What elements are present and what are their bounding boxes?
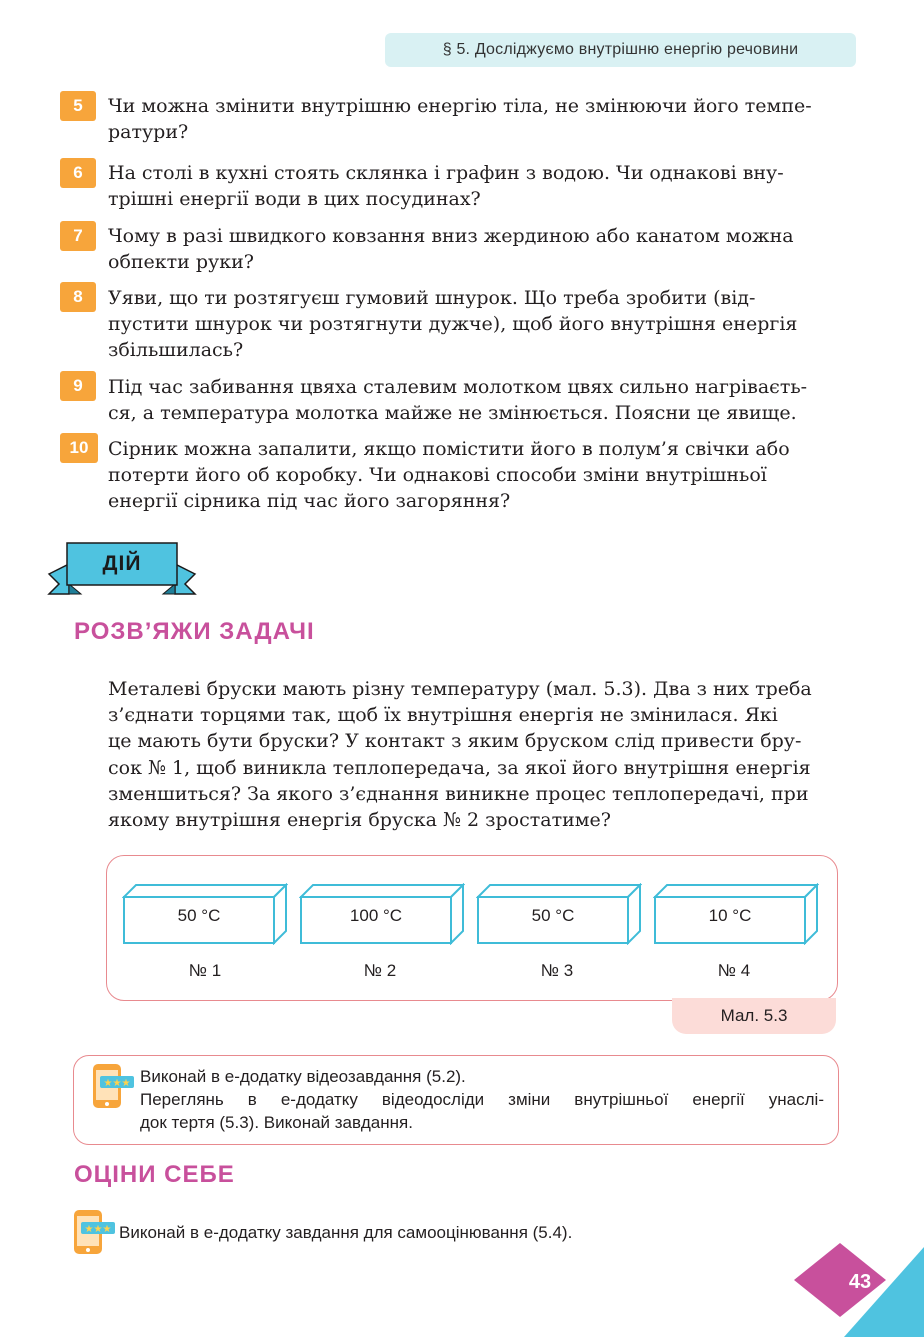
e-app-phone-icon[interactable] — [71, 1208, 117, 1256]
question-number: 8 — [60, 282, 96, 312]
e-app-task-1[interactable]: Виконай в е-додатку відеозавдання (5.2). — [140, 1067, 466, 1086]
question-text: Уяви, що ти розтягуєш гумовий шнурок. Що треба зробити (від- пустити шнурок чи розтягнути дужче), щоб його внутрішня енергія збільшилась? — [108, 287, 798, 361]
question-text: Сірник можна запалити, якщо помістити його в полум’я свічки або потерти його об коробку. Чи однакові способи зміни внутрішньої енергії сірника під час його загоряння? — [108, 438, 790, 512]
page-number: 43 — [848, 1270, 872, 1293]
section-title: РОЗВ’ЯЖИ ЗАДАЧІ — [74, 618, 315, 645]
section-header: § 5. Досліджуємо внутрішню енергію речовини — [385, 33, 856, 67]
bar-number: № 3 — [540, 961, 574, 980]
bar-number: № 4 — [717, 961, 751, 980]
bar-temperature: 50 °C — [531, 906, 575, 925]
question-text: На столі в кухні стоять склянка і графин з водою. Чи однакові вну- трішні енергії води в цих посудинах? — [108, 162, 784, 210]
bar-temperature: 100 °C — [349, 906, 403, 925]
bar-number: № 1 — [188, 961, 222, 980]
question-number: 9 — [60, 371, 96, 401]
bar-temperature: 10 °C — [708, 906, 752, 925]
svg-text:★★★: ★★★ — [84, 1224, 112, 1235]
e-app-task-2[interactable]: Переглянь в е-додатку відеодосліди зміни внутрішньої енергії унаслі- — [140, 1090, 824, 1109]
question-text: Під час забивання цвяха сталевим молотком цвях сильно нагріваєть- ся, а температура молотка майже не змінюється. Поясни це явище. — [108, 376, 808, 424]
ribbon-label: ДІЙ — [102, 552, 142, 575]
svg-text:★★★: ★★★ — [103, 1078, 131, 1089]
task-text: Металеві бруски мають різну температуру (мал. 5.3). Два з них треба з’єднати торцями так, щоб їх внутрішня енергія не змінилася. Які це мають бути бруски? У контакт з яким бруском слід привести бру- сок № 1, щоб виникла теплопередача, за якої його внутрішня енергія зменшиться? За якого з’єднання виникне процес теплопередачі, при якому внутрішня енергія бруска № 2 зростатиме? — [108, 678, 812, 832]
question-number: 7 — [60, 221, 96, 251]
e-app-task-2-cont: док тертя (5.3). Виконай завдання. — [140, 1113, 413, 1132]
figure-caption: Мал. 5.3 — [672, 998, 836, 1034]
question-number: 6 — [60, 158, 96, 188]
question-number: 10 — [60, 433, 98, 463]
section-title: ОЦІНИ СЕБЕ — [74, 1161, 235, 1188]
question-text: Чому в разі швидкого ковзання вниз жердиною або канатом можна обпекти руки? — [108, 225, 794, 273]
e-app-phone-icon[interactable] — [90, 1062, 136, 1110]
bar-number: № 2 — [363, 961, 397, 980]
bar-temperature: 50 °C — [177, 906, 221, 925]
question-text: Чи можна змінити внутрішню енергію тіла, не змінюючи його темпе- ратури? — [108, 95, 812, 143]
self-assessment-task[interactable]: Виконай в е-додатку завдання для самооцінювання (5.4). — [119, 1223, 573, 1242]
question-number: 5 — [60, 91, 96, 121]
